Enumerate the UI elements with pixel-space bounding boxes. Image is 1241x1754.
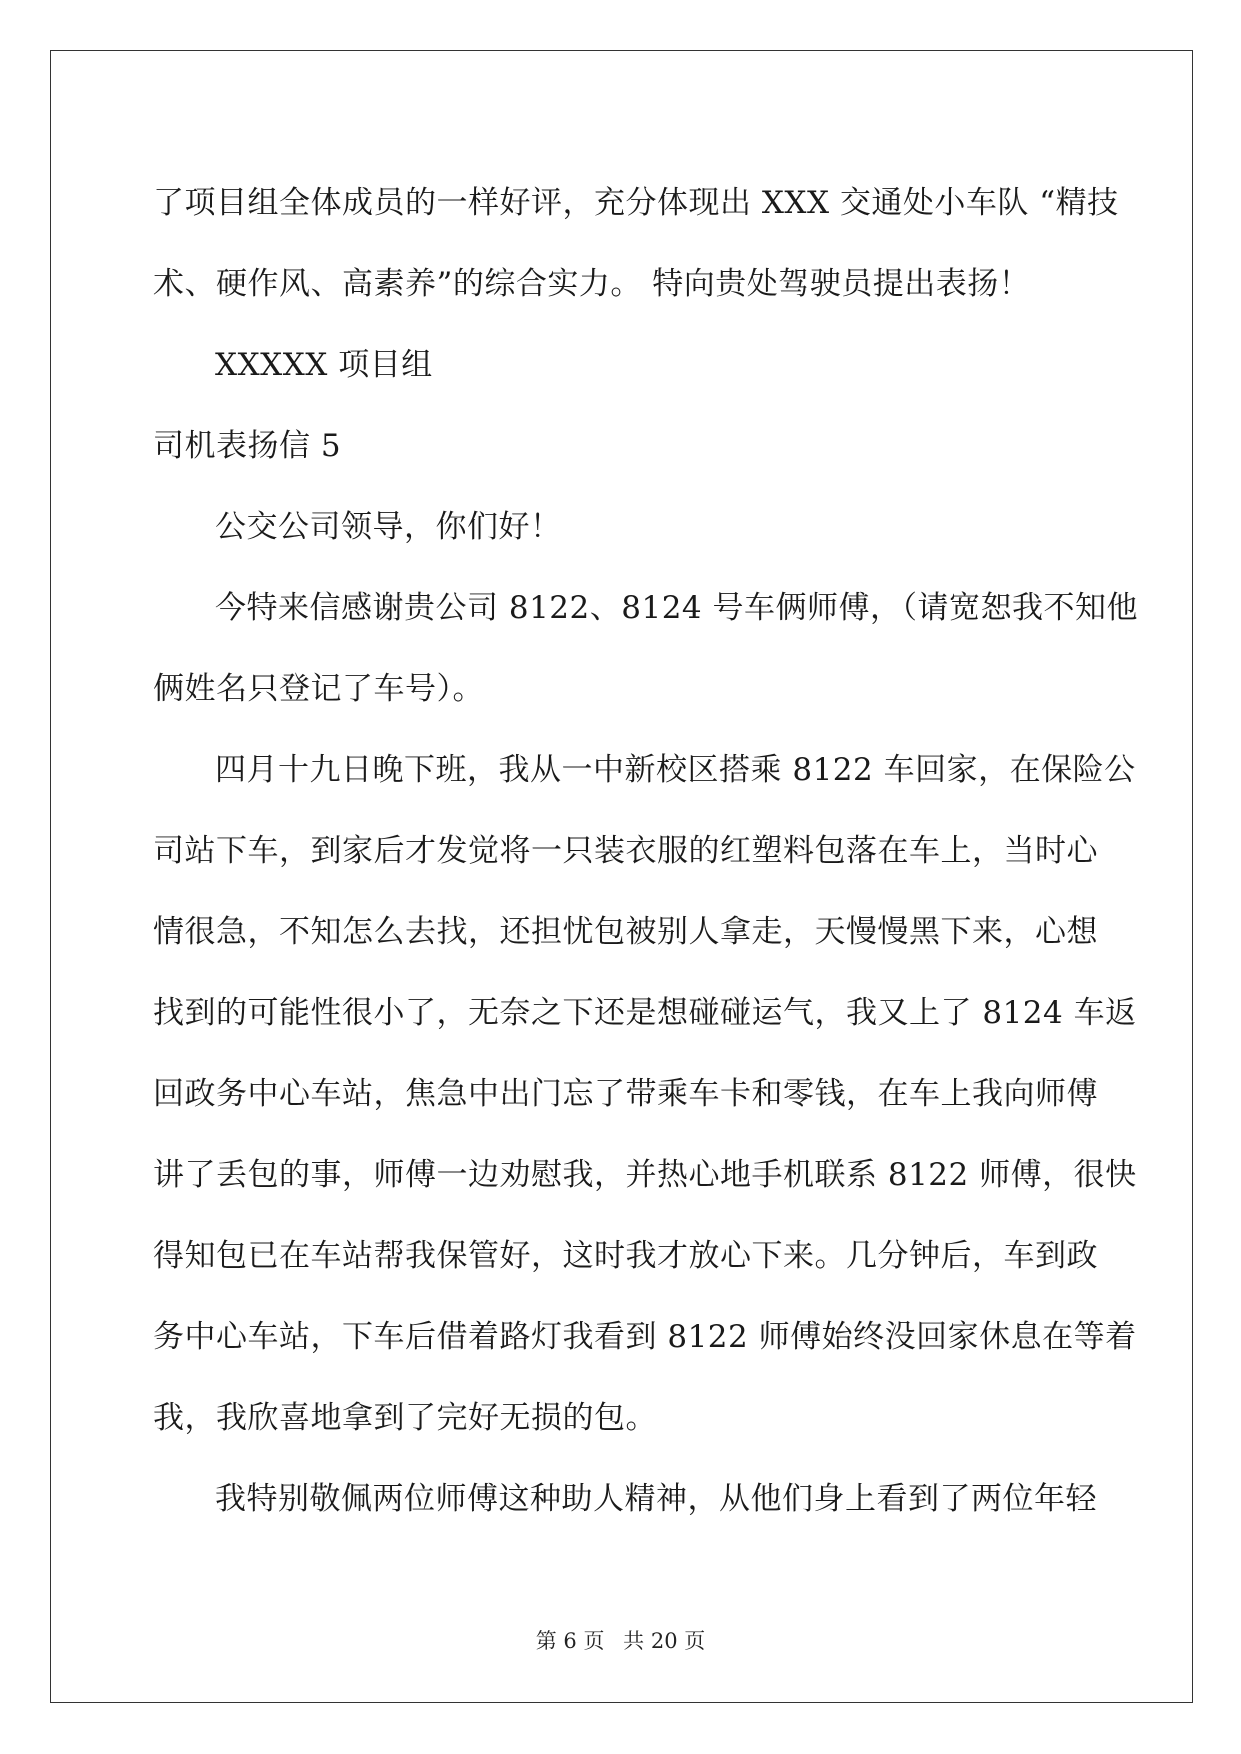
document-body bbox=[153, 163, 1138, 1540]
text-line: 四月十九日晚下班，我从一中新校区搭乘 8122 车回家，在保险公 bbox=[215, 752, 1136, 788]
text-line: 讲了丢包的事，师傅一边劝慰我，并热心地手机联系 8122 师傅，很快 bbox=[153, 1157, 1137, 1193]
page-number: 第 6 页 bbox=[535, 1629, 605, 1653]
text-line: 务中心车站，下车后借着路灯我看到 8122 师傅始终没回家休息在等着 bbox=[153, 1319, 1137, 1355]
section-heading: 司机表扬信 5 bbox=[153, 428, 342, 464]
text-line: 今特来信感谢贵公司 8122、8124 号车俩师傅，（请宽恕我不知他 bbox=[215, 590, 1138, 626]
text-line: 我，我欣喜地拿到了完好无损的包。 bbox=[153, 1400, 657, 1436]
text-line: 回政务中心车站，焦急中出门忘了带乘车卡和零钱，在车上我向师傅 bbox=[153, 1076, 1098, 1112]
text-line: 司站下车，到家后才发觉将一只装衣服的红塑料包落在车上，当时心 bbox=[153, 833, 1098, 869]
page-total: 共 20 页 bbox=[623, 1629, 706, 1653]
signature-line: XXXXX 项目组 bbox=[215, 347, 433, 383]
text-line: 我特别敬佩两位师傅这种助人精神，从他们身上看到了两位年轻 bbox=[215, 1481, 1097, 1517]
text-line: 术、硬作风、高素养”的综合实力。 特向贵处驾驶员提出表扬！ bbox=[153, 266, 1031, 302]
text-line: 俩姓名只登记了车号）。 bbox=[153, 671, 484, 707]
text-line: 得知包已在车站帮我保管好，这时我才放心下来。几分钟后，车到政 bbox=[153, 1238, 1098, 1274]
text-line: 找到的可能性很小了，无奈之下还是想碰碰运气，我又上了 8124 车返 bbox=[153, 995, 1137, 1031]
text-line: 了项目组全体成员的一样好评，充分体现出 XXX 交通处小车队 “精技 bbox=[153, 185, 1119, 221]
page-footer bbox=[0, 1625, 1241, 1655]
text-line: 情很急，不知怎么去找，还担忧包被别人拿走，天慢慢黑下来，心想 bbox=[153, 914, 1098, 950]
salutation: 公交公司领导，你们好！ bbox=[215, 509, 562, 545]
